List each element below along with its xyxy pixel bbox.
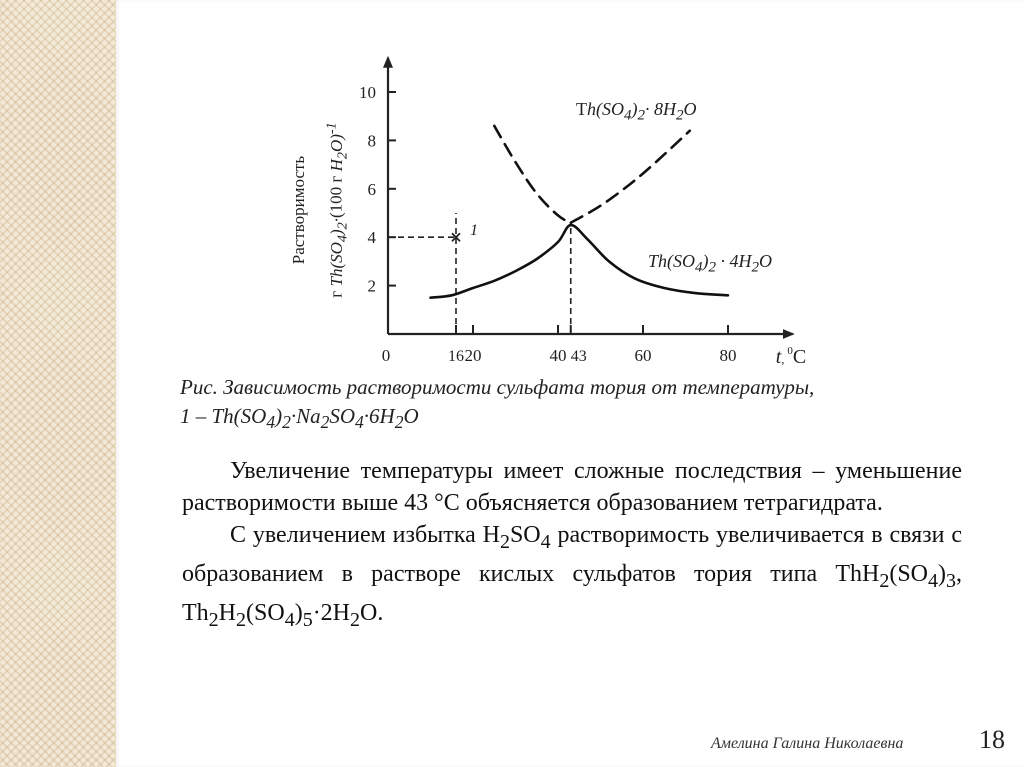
caption-line-1: Рис. Зависимость растворимости сульфата тория от температуры, xyxy=(180,375,815,399)
page-number: 18 xyxy=(979,725,1005,754)
x-axis-label: t, $^0$C xyxy=(775,345,807,368)
y-axis-label-line-1: Растворимость xyxy=(289,155,308,265)
series-label-octahydrate xyxy=(576,96,816,126)
series-label-tetrahydrate-text: $Th(SO_4)_2 \cdot 4H_2O$ xyxy=(648,251,773,276)
paragraph-1: Увеличение температуры имеет сложные последствия – уменьшение растворимости выше 43 °C объясняется образованием тетрагидрата. xyxy=(182,458,962,516)
caption-line-2: $1 - Th(SO_4)_2\cdot Na_2SO_4\cdot 6H_2O$ xyxy=(180,404,419,433)
x-tick-label: 16 xyxy=(448,348,464,365)
series-label-tetrahydrate xyxy=(648,248,888,278)
x-tick-label: 40 xyxy=(549,346,567,365)
x-tick-label: 60 xyxy=(634,346,652,365)
body-text xyxy=(182,455,962,635)
point-1-label: 1 xyxy=(470,222,478,240)
x-tick-label: 20 xyxy=(464,346,482,365)
series-label-octahydrate-text: $Th(SO_4)_2\cdot 8H_2O$ xyxy=(576,99,697,124)
y-axis-label-line-2-text: г $Th(SO_4)_2\cdot(100$ г $H_2O)^{-1}$ xyxy=(323,122,351,298)
y-axis-label-line-2 xyxy=(319,65,351,355)
y-tick-label: 6 xyxy=(367,179,376,199)
y-tick-label: 8 xyxy=(367,131,376,151)
series-line-octahydrate xyxy=(494,126,571,223)
y-tick-label: 10 xyxy=(359,83,376,102)
x-tick-label: 43 xyxy=(570,348,587,365)
footer-author: Амелина Галина Николаевна xyxy=(711,735,904,752)
paragraph-2: С увеличением избытка $H_2SO_4$ растворимость увеличивается в связи с образованием в растворе кислых сульфатов тория типа $ThH_2(SO_4)_3$, $Th_2H_2(SO_4)_5\cdot 2H_2O$. xyxy=(182,522,962,631)
y-tick-label: 2 xyxy=(367,276,376,296)
figure-caption xyxy=(180,373,980,437)
y-tick-label: 4 xyxy=(367,228,376,248)
x-tick-label: 0 xyxy=(381,346,391,365)
series-line-octahydrate xyxy=(571,131,690,223)
x-tick-label: 80 xyxy=(719,346,737,365)
